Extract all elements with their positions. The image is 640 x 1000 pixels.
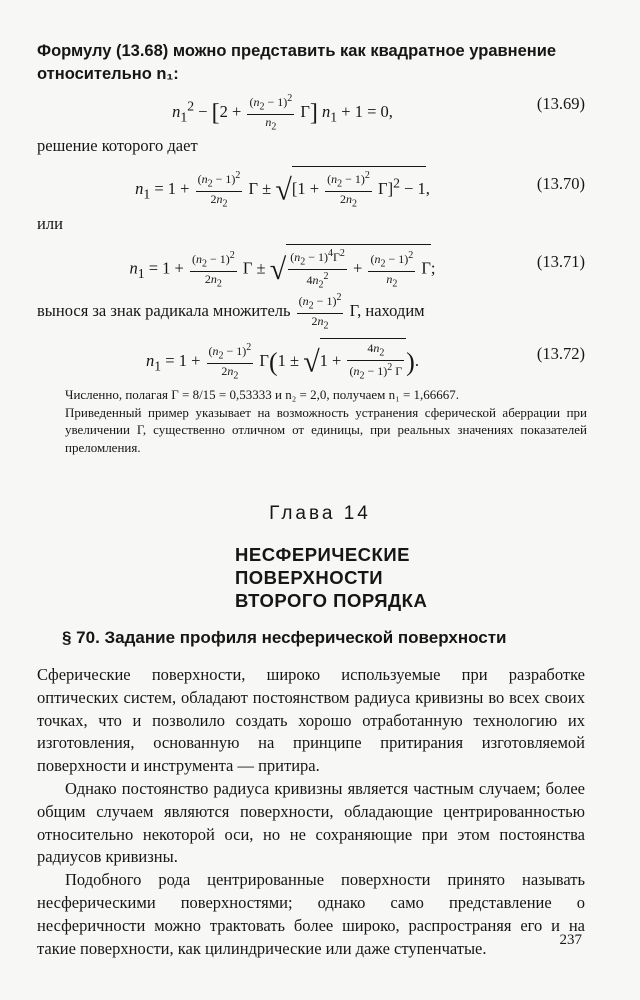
equation-13-71-number: (13.71) <box>536 252 585 271</box>
factor-fraction: $\frac{(n_2 - 1)^2}{2n_2}$ <box>298 292 342 332</box>
body-paragraph-3: Подобного рода центрированные поверхности принято называть несферическими поверхностями; однако само представление о несферичности можно трактовать более широко, распространяя его и на такие поверхности, как цилиндрические или даже ступенчатые. <box>37 870 585 958</box>
text-or: или <box>37 214 63 233</box>
equation-13-71 <box>60 238 585 291</box>
note-line-2: Приведенный пример указывает на возможность устранения сферической аберрации при увеличении Γ, существенно отличном от единицы, при реальных значениях показателей преломления. <box>65 404 587 455</box>
equation-13-72-number: (13.72) <box>536 344 585 363</box>
chapter-title-line: НЕСФЕРИЧЕСКИЕ <box>235 544 410 565</box>
text-factor-a: вынося за знак радикала множитель <box>37 301 291 321</box>
equation-13-69 <box>60 86 585 133</box>
body-paragraph-2: Однако постоянство радиуса кривизны является частным случаем; более общим случаем являются поверхности, обладающие центрированностью относительно некоторой оси, но не сохраняющие при этом постоянства радиусов кривизны. <box>37 778 585 867</box>
text-factor-line <box>37 291 585 334</box>
equation-13-72-formula: $n_1 = 1$ + $\frac{(n_2 - 1)^2}{2n_2}$ Γ(1 ± √1 + $\frac{4n_2}{(n_2 - 1)^2 \Gamma}$ ). <box>60 338 505 384</box>
intro-paragraph: Формулу (13.68) можно представить как квадратное уравнение относительно n₁: <box>37 42 557 83</box>
note-line-1: Численно, полагая Γ = 8/15 = 0,53333 и n₂ = 2,0, получаем n₁ = 1,66667. <box>65 387 460 402</box>
equation-13-70-formula: $n_1 = 1$ + $\frac{(n_2 - 1)^2}{2n_2}$ Γ ± √[1 + $\frac{(n_2 - 1)^2}{2n_2}$ Γ]$^2$ − 1, <box>60 166 505 212</box>
page-number: 237 <box>559 932 582 948</box>
equation-13-69-formula: $n_1^2 - [2$ + $\frac{(n_2 - 1)^2}{n_2}$ Γ] $n_1 + 1 = 0$, <box>172 93 393 133</box>
equation-13-69-number: (13.69) <box>536 94 585 113</box>
equation-13-72 <box>60 334 585 380</box>
chapter-title-line: ПОВЕРХНОСТИ <box>235 567 384 588</box>
chapter-title-line: ВТОРОГО ПОРЯДКА <box>235 590 428 611</box>
equation-13-70-number: (13.70) <box>536 174 585 193</box>
body-text <box>37 664 585 960</box>
equation-13-71-formula: $n_1 = 1$ + $\frac{(n_2 - 1)^2}{2n_2}$ Γ ± √ $\frac{(n_2 - 1)^4\Gamma^2}{4n_2^2}$ + $\frac{(n_2 - 1)^2}{n_2}$ Γ; <box>60 244 505 293</box>
body-paragraph-1: Сферические поверхности, широко используемые при разработке оптических систем, обладают постоянством радиуса кривизны во всех своих точках, что и позволило создать хорошо отработанную технологию их изготовления, основанную на принципе притирания изготовляемой поверхности и инструмента — притира. <box>37 665 585 776</box>
text-solution: решение которого дает <box>37 136 198 155</box>
section-heading: § 70. Задание профиля несферической поверхности <box>62 628 507 647</box>
equation-13-70 <box>60 160 585 210</box>
text-factor-b: Γ, находим <box>349 301 425 321</box>
note-paragraph <box>65 386 587 456</box>
chapter-label: Глава 14 <box>269 503 371 524</box>
chapter-title <box>235 543 427 612</box>
